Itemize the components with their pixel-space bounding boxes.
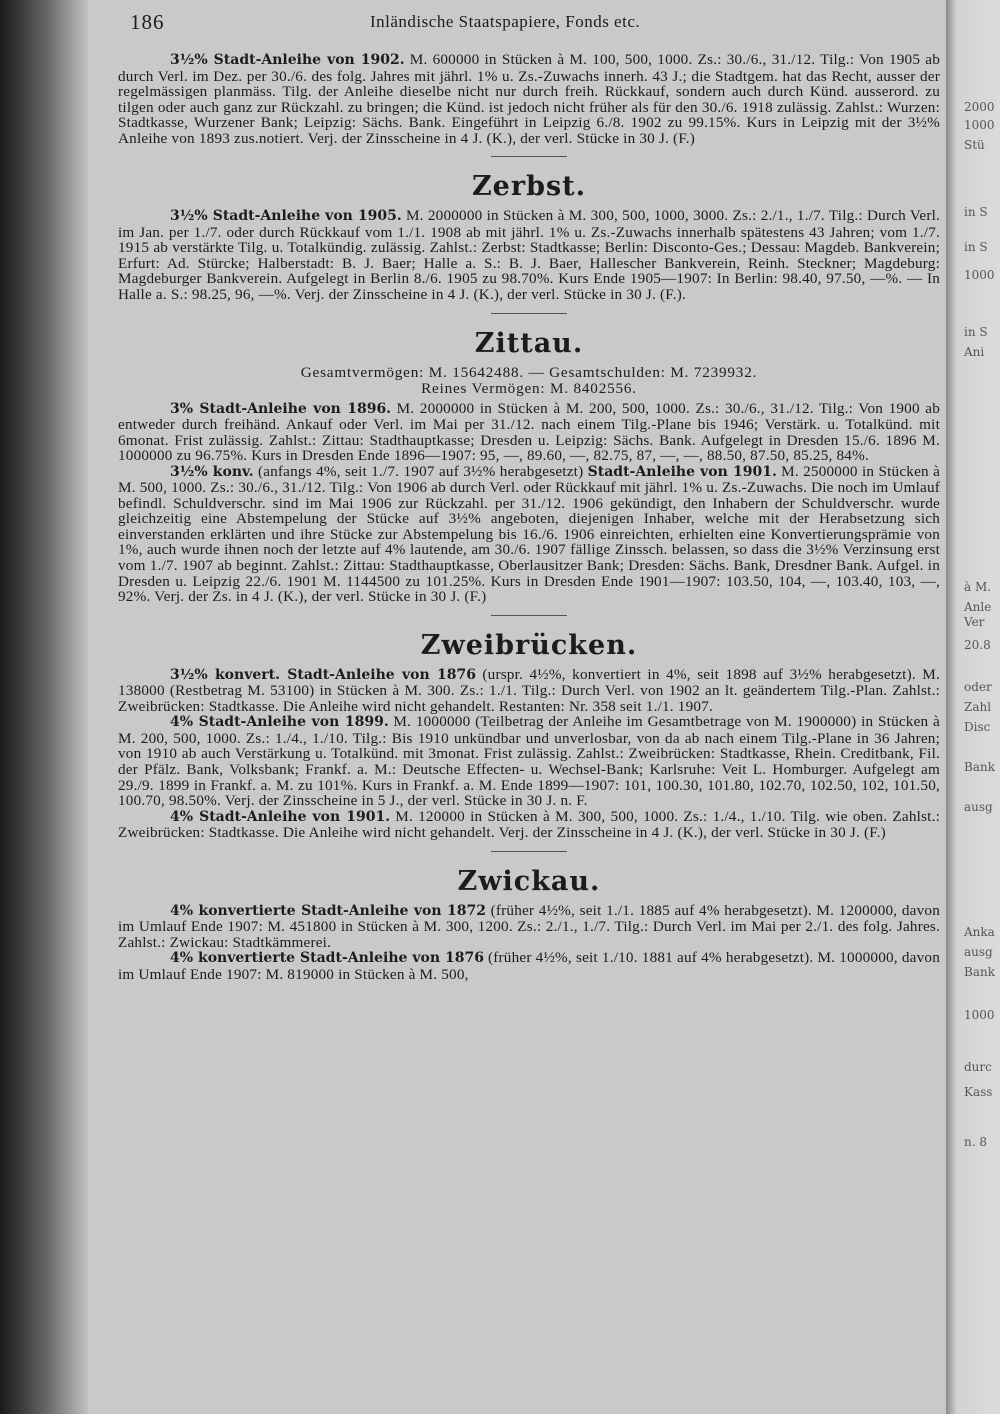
facing-page-fragment: oder [964,680,992,694]
section-divider [491,851,567,852]
section-divider [491,156,567,157]
facing-page-fragment: Disc [964,720,991,734]
facing-page-fragment: Bank [964,965,995,979]
bond-entry [118,52,940,146]
bond-text: M. 120000 in Stücken à M. 300, 500, 1000. Zs.: 1./4., 1./10. Tilg. wie oben. Zahlst.: Zweibrücken: Stadtkasse. Die Anleihe wird nicht gehandelt. Verj. der Zinsscheine in 4 J. (K.), der verl. Stücke in 30 J. (F.) [118,808,940,841]
facing-page-fragment: 2000 [964,100,995,114]
bond-title: 3½% Stadt-Anleihe von 1905. [170,208,402,225]
facing-page-fragment: Stü [964,138,985,152]
bond-text: (früher 4½%, seit 1./1. 1885 auf 4% herabgesetzt). M. 1200000, davon im Umlauf Ende 1907: M. 451800 in Stücken à M. 300, 1200. Zs.: 2./1., 1./7. Tilg.: Durch Verl. im Mai per 2./1. des folg. Jahres. Zahlst.: Zwickau: Stadtkämmerei. [118,902,940,951]
facing-page-fragment: durc [964,1060,992,1074]
facing-page-fragment: in S [964,240,988,254]
bond-entry [118,903,940,951]
bond-text: M. 2500000 in Stücken à M. 500, 1000. Zs.: 30./6., 31./12. Tilg.: Von 1906 ab durch Verl. oder Rückkauf mit jährl. 1% u. Zs.-Zuwachs. Die noch im Umlauf befindl. Schuldverschr. sind im Mai 1906 zur Rückzahl. per 31./12. 1906 gekündigt, den Inhabern der Schuldverschr. wurde gleichzeitig eine Abstempelung der Stücke auf 3½% angeboten, diejenigen Inhaber, welche mit der Herabsetzung sich einverstanden erklärten und ihre Stücke zur Abstempelung bis 16./6. 1906 einreichten, erhielten eine Konvertierungsprämie von 1%, auch wurde ihnen noch der letzte auf 4% lautende, am 30./6. 1907 fällige Zinssch. belassen, so dass die 3½% Verzinsung erst vom 1./7. 1907 ab beginnt. Zahlst.: Zittau: Stadthauptkasse, Oberlausitzer Bank; Dresden: Sächs. Bank, Dresdner Bank. Aufgel. in Dresden u. Leipzig 22./6. 1901 M. 1144500 zu 101.25%. Kurs in Dresden Ende 1901—1907: 103.50, 104, —, 103.40, 103, —, 92%. Verj. der Zs. in 4 J. (K.), der verl. Stücke in 30 J. (F.) [118,463,940,605]
bond-entry [118,809,940,841]
facing-page-fragment: ausg [964,800,993,814]
bond-title: 4% Stadt-Anleihe von 1901. [170,808,391,825]
city-heading-zerbst: Zerbst. [471,171,587,203]
bond-title: 3½% Stadt-Anleihe von 1902. [170,52,405,68]
facing-page-fragment: Kass [964,1085,993,1099]
bond-text: M. 600000 in Stücken à M. 100, 500, 1000. Zs.: 30./6., 31./12. Tilg.: Von 1905 ab durch Verl. im Dez. per 30./6. des folg. Jahres mit jährl. 1% u. Zs.-Zuwachs innerh. 43 J.; die Stadtgem. hat das Recht, ausser der regelmässigen planmäss. Tilg. der Anleihe dieselbe nicht nur durch freih. Rückkauf, sondern auch durch Künd. ausserord. zu tilgen oder auch ganz zur Rückzahl. zu bringen; die Künd. ist jedoch nicht früher als für den 30./6. 1918 zulässig. Zahlst.: Wurzen: Stadtkasse, Wurzener Bank; Leipzig: Sächs. Bank. Eingeführt in Leipzig 6./8. 1902 zu 99.15%. Kurs in Leipzig mit der 3½% Anleihe von 1893 zus.notiert. Verj. der Zinsscheine in 4 J. (K.), der verl. Stücke in 30 J. (F.) [118,52,940,147]
facing-page-fragment: ausg [964,945,993,959]
section-divider [491,615,567,616]
city-heading-zittau: Zittau. [474,327,584,359]
section-divider [491,313,567,314]
bond-text: M. 2000000 in Stücken à M. 300, 500, 1000, 3000. Zs.: 2./1., 1./7. Tilg.: Durch Verl. im Jan. per 1./7. oder durch Rückkauf vom 1./1. 1908 ab mit jährl. 1% u. Zs.-Zuwachs innerhalb spätestens 43 Jahren; vom 1./7. 1915 ab verstärkte Tilg. u. Totalkündig. zulässig. Zahlst.: Zerbst: Stadtkasse; Berlin: Disconto-Ges.; Dessau: Magdeb. Bankverein; Erfurt: Ad. Stürcke; Halberstadt: B. J. Baer; Halle a. S.: B. J. Baer, Hallescher Bankverein, Reinh. Steckner; Magdeburg: Magdeburger Bankverein. Aufgelegt in Berlin 8./6. 1905 zu 98.70%. Kurs Ende 1905—1907: In Berlin: 98.40, 97.50, —%. — In Halle a. S.: 98.25, 96, —%. Verj. der Zinsscheine in 4 J. (K.), der verl. Stücke in 30 J. (F.). [118,208,940,303]
bond-title: 4% konvertierte Stadt-Anleihe von 1876 [170,950,484,967]
running-head: Inländische Staatspapiere, Fonds etc. [370,12,641,31]
facing-page-edge [946,0,1000,1414]
facing-page-fragment: Zahl [964,700,992,714]
facing-page-fragment: 20.8 [964,638,991,652]
city-stats-line: Gesamtvermögen: M. 15642488. — Gesamtschulden: M. 7239932. [300,363,758,381]
bond-entry [118,401,940,464]
bond-text: M. 2000000 in Stücken à M. 200, 500, 1000. Zs.: 30./6., 31./12. Tilg.: Von 1900 ab entweder durch freihänd. Ankauf oder Verl. im Mai per 31./12. nach einem Tilg.-Plane bis 1946; Verstärk. u. Totalkünd. mit 6monat. Frist zulässig. Zahlst.: Zittau: Stadthauptkasse; Dresden u. Leipzig: Sächs. Bank. Aufgelegt in Dresden 15./6. 1896 M. 1000000 zu 96.75%. Kurs in Dresden Ende 1896—1907: 95, —, 89.60, —, 82.75, 87, —, —, 88.50, 87.50, 85.25, 84%. [118,400,940,464]
city-stats-line: Reines Vermögen: M. 8402556. [421,379,637,397]
bond-text: (urspr. 4½%, konvertiert in 4%, seit 1898 auf 3½% herabgesetzt). M. 138000 (Restbetrag M. 53100) in Stücken à M. 300. Zs.: 1./1. Tilg.: Durch Verl. von 1902 an lt. geändertem Tilg.-Plan. Zahlst.: Zweibrücken: Stadtkasse. Die Anleihe wird nicht gehandelt. Restanten: Nr. 358 seit 1./1. 1907. [118,666,940,715]
facing-page-fragment: Bank [964,760,995,774]
bond-entry [118,667,940,715]
bond-entry [118,714,940,808]
page-content [118,52,940,982]
bond-title: 4% Stadt-Anleihe von 1899. [170,714,389,731]
facing-page-fragment: 1000 [964,268,995,282]
bond-title: 3% Stadt-Anleihe von 1896. [170,400,392,417]
city-heading-zweibruecken: Zweibrücken. [420,629,638,661]
facing-page-fragment: in S [964,205,988,219]
bond-text: (früher 4½%, seit 1./10. 1881 auf 4% herabgesetzt). M. 1000000, davon im Umlauf Ende 1907: M. 819000 in Stücken à M. 500, [118,950,940,983]
bond-entry [118,950,940,982]
bond-title: 3½% konv. [170,463,254,480]
facing-page-fragment: Ver [964,615,985,629]
bond-title: 4% konvertierte Stadt-Anleihe von 1872 [170,902,487,919]
facing-page-fragment: Ani [964,345,985,359]
page-number: 186 [130,10,165,34]
facing-page-fragment: in S [964,325,988,339]
facing-page-fragment: n. 8 [964,1135,987,1149]
bond-entry [118,208,940,302]
bond-note: (anfangs 4%, seit 1./7. 1907 auf 3½% herabgesetzt) [257,463,584,480]
bond-text: M. 1000000 (Teilbetrag der Anleihe im Gesamtbetrage von M. 1900000) in Stücken à M. 200, 500, 1000. Zs.: 1./4., 1./10. Tilg.: Bis 1910 unkündbar und unverlosbar, von da ab nach einem Tilg.-Plane in 36 Jahren; von 1910 ab auch Verstärkung u. Totalkünd. mit 3monat. Frist zulässig. Zahlst.: Zweibrücken: Stadtkasse, Rhein. Creditbank, Fil. der Pfälz. Bank, Volksbank; Frankf. a. M.: Deutsche Effecten- u. Wechsel-Bank; Karlsruhe: Veit L. Homburger. Aufgelegt am 29./9. 1899 in Frankf. a. M. zu 101%. Kurs in Frankf. a. M. Ende 1899—1907: 101, 100.30, 101.80, 102.70, 102.50, 102, 101.50, 100.70, 98.50%. Verj. der Zinsscheine in 5 J., der verl. Stücke in 30 J. n. F. [118,714,940,809]
facing-page-fragment: 1000 [964,118,995,132]
bond-entry [118,464,940,605]
book-gutter-shadow [0,0,88,1414]
facing-page-fragment: à M. [964,580,992,594]
facing-page-fragment: 1000 [964,1008,995,1022]
facing-page-fragment: Anle [964,600,992,614]
facing-page-fragment: Anka [964,925,995,939]
city-heading-zwickau: Zwickau. [457,865,601,897]
bond-title-suffix: Stadt-Anleihe von 1901. [587,463,777,480]
bond-title: 3½% konvert. Stadt-Anleihe von 1876 [170,666,476,683]
